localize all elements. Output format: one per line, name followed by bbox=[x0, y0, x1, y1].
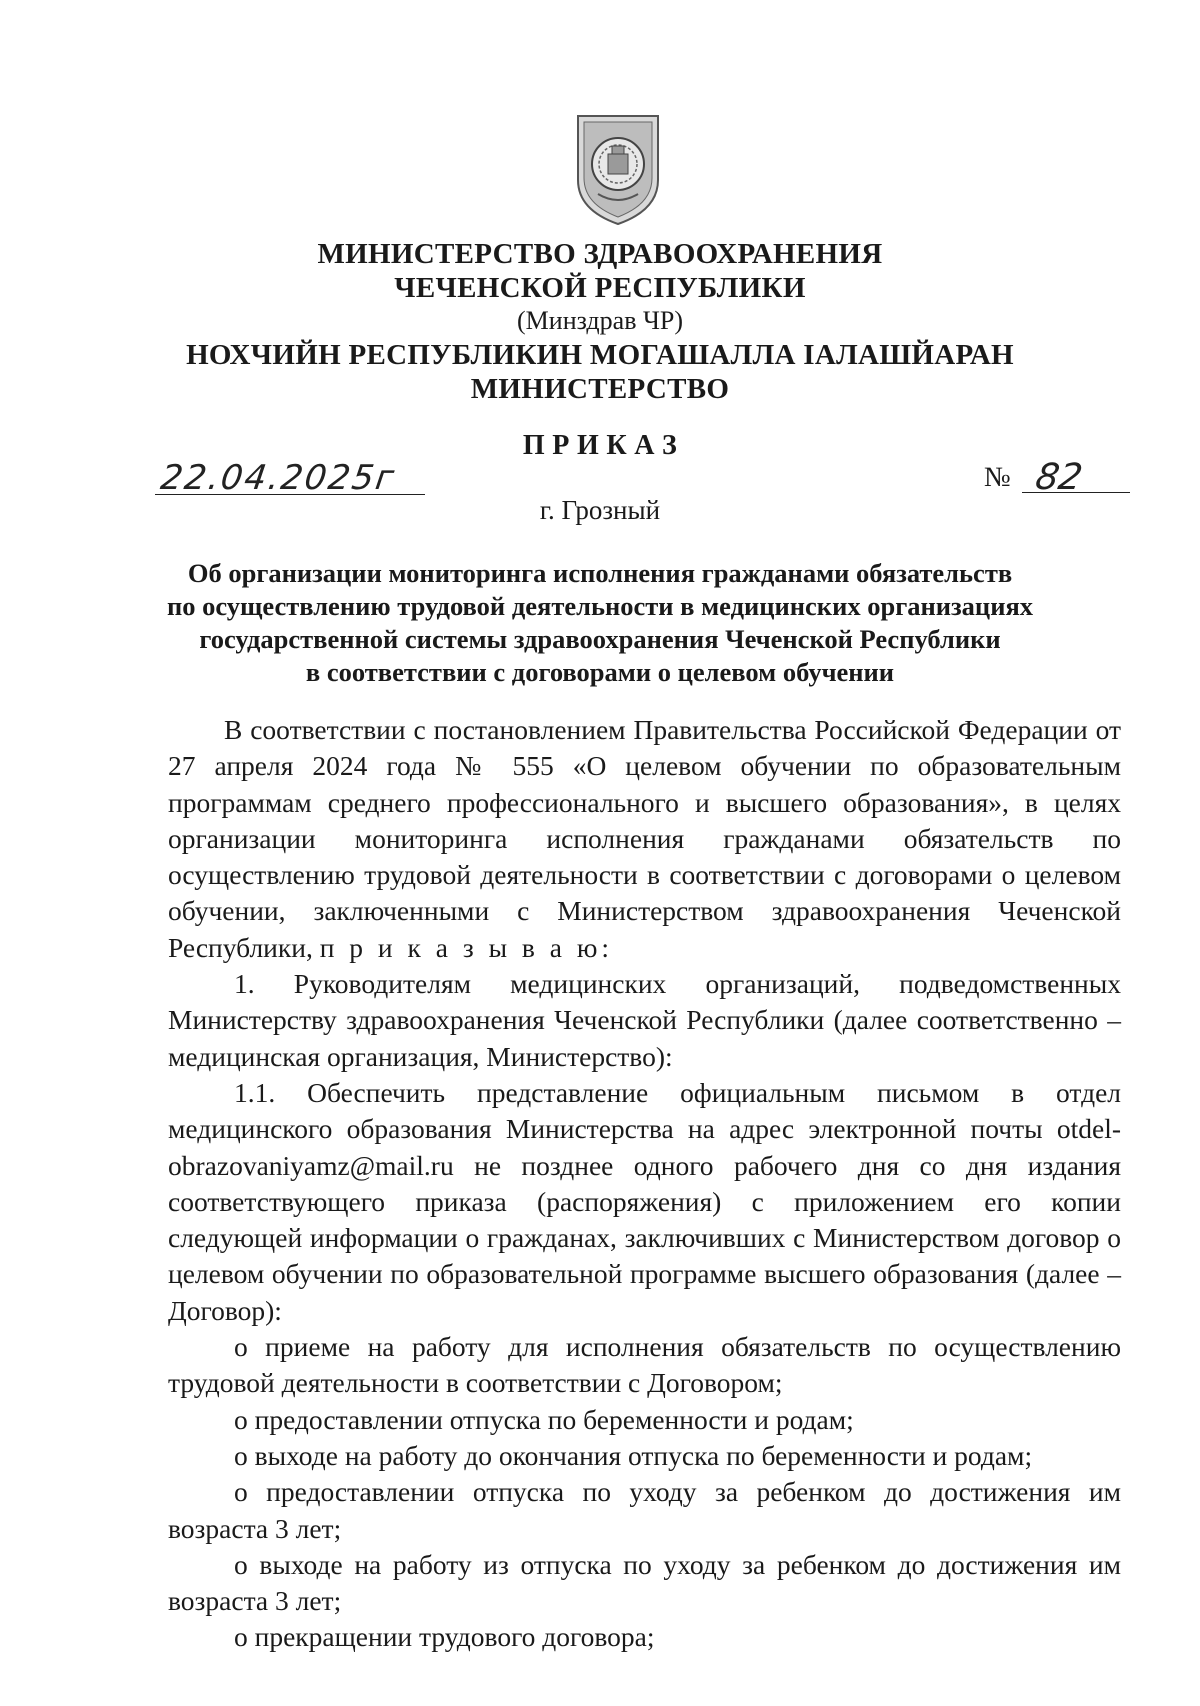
order-number-label: № bbox=[984, 462, 1011, 493]
order-body bbox=[168, 712, 1121, 1656]
ministry-short-name: (Минздрав ЧР) bbox=[517, 306, 683, 335]
city-name: г. Грозный bbox=[539, 495, 661, 525]
list-item: о прекращении трудового договора; bbox=[234, 1621, 655, 1653]
ministry-name-ce-line1: НОХЧИЙН РЕСПУБЛИКИН МОГАШАЛЛА ІАЛАШЙАРАН bbox=[186, 339, 1014, 371]
order-title-line1: Об организации мониторинга исполнения гражданами обязательств bbox=[187, 558, 1013, 588]
order-number-handwritten: 82 bbox=[1032, 457, 1086, 498]
ministry-name-ce-line2: МИНИСТЕРСТВО bbox=[470, 373, 730, 405]
ministry-name-ru-line2: ЧЕЧЕНСКОЙ РЕСПУБЛИКИ bbox=[394, 272, 806, 304]
list-item: о предоставлении отпуска по уходу за ребенком до достижения им возраста 3 лет; bbox=[168, 1476, 1121, 1544]
order-title-line4: в соответствии с договорами о целевом обучении bbox=[305, 657, 895, 687]
coat-of-arms-emblem bbox=[568, 110, 668, 228]
document-type: П Р И К А З bbox=[522, 430, 678, 461]
list-item: о выходе на работу из отпуска по уходу за ребенком до достижения им возраста 3 лет; bbox=[168, 1548, 1121, 1617]
item-1-paragraph: 1. Руководителям медицинских организаций, подведомственных Министерству здравоохранения Чеченской Республики (далее соответственно – медицинская организация, Министерство): bbox=[168, 968, 1121, 1072]
order-date-field bbox=[155, 446, 425, 498]
list-item: о предоставлении отпуска по беременности и родам; bbox=[234, 1403, 854, 1435]
order-number-field bbox=[1022, 448, 1130, 498]
preamble-paragraph bbox=[168, 712, 1121, 966]
list-item: о выходе на работу до окончания отпуска по беременности и родам; bbox=[234, 1439, 1033, 1471]
order-word: п р и к а з ы в а ю: bbox=[319, 931, 614, 963]
item-1-1-paragraph: 1.1. Обеспечить представление официальным письмом в отдел медицинского образования Министерства на адрес электронной почты otdel-obrazovaniyamz@mail.ru не позднее одного рабочего дня со дня издания соответствующего приказа (распоряжения) с приложением его копии следующей информации о гражданах, заключивших с Министерством договор о целевом обучении по образовательной программе высшего образования (далее – Договор): bbox=[168, 1076, 1121, 1326]
order-title-line2: по осуществлению трудовой деятельности в медицинских организациях bbox=[166, 591, 1034, 621]
ministry-name-ru-line1: МИНИСТЕРСТВО ЗДРАВООХРАНЕНИЯ bbox=[317, 238, 883, 270]
order-title-line3: государственной системы здравоохранения Чеченской Республики bbox=[199, 624, 1001, 654]
preamble-text: В соответствии с постановлением Правительства Российской Федерации от 27 апреля 2024 года № 555 «О целевом обучении по образовательным программам среднего профессионального и высшего образования», в целях организации мониторинга исполнения гражданами обязательств по осуществлению трудовой деятельности в соответствии с договорами о целевом обучении, заключенными с Министерством здравоохранения Чеченской Республики, bbox=[168, 714, 1121, 963]
list-item: о приеме на работу для исполнения обязательств по осуществлению трудовой деятельности в соответствии с Договором; bbox=[168, 1331, 1121, 1399]
order-date-handwritten: 22.04.2025г bbox=[158, 458, 399, 498]
